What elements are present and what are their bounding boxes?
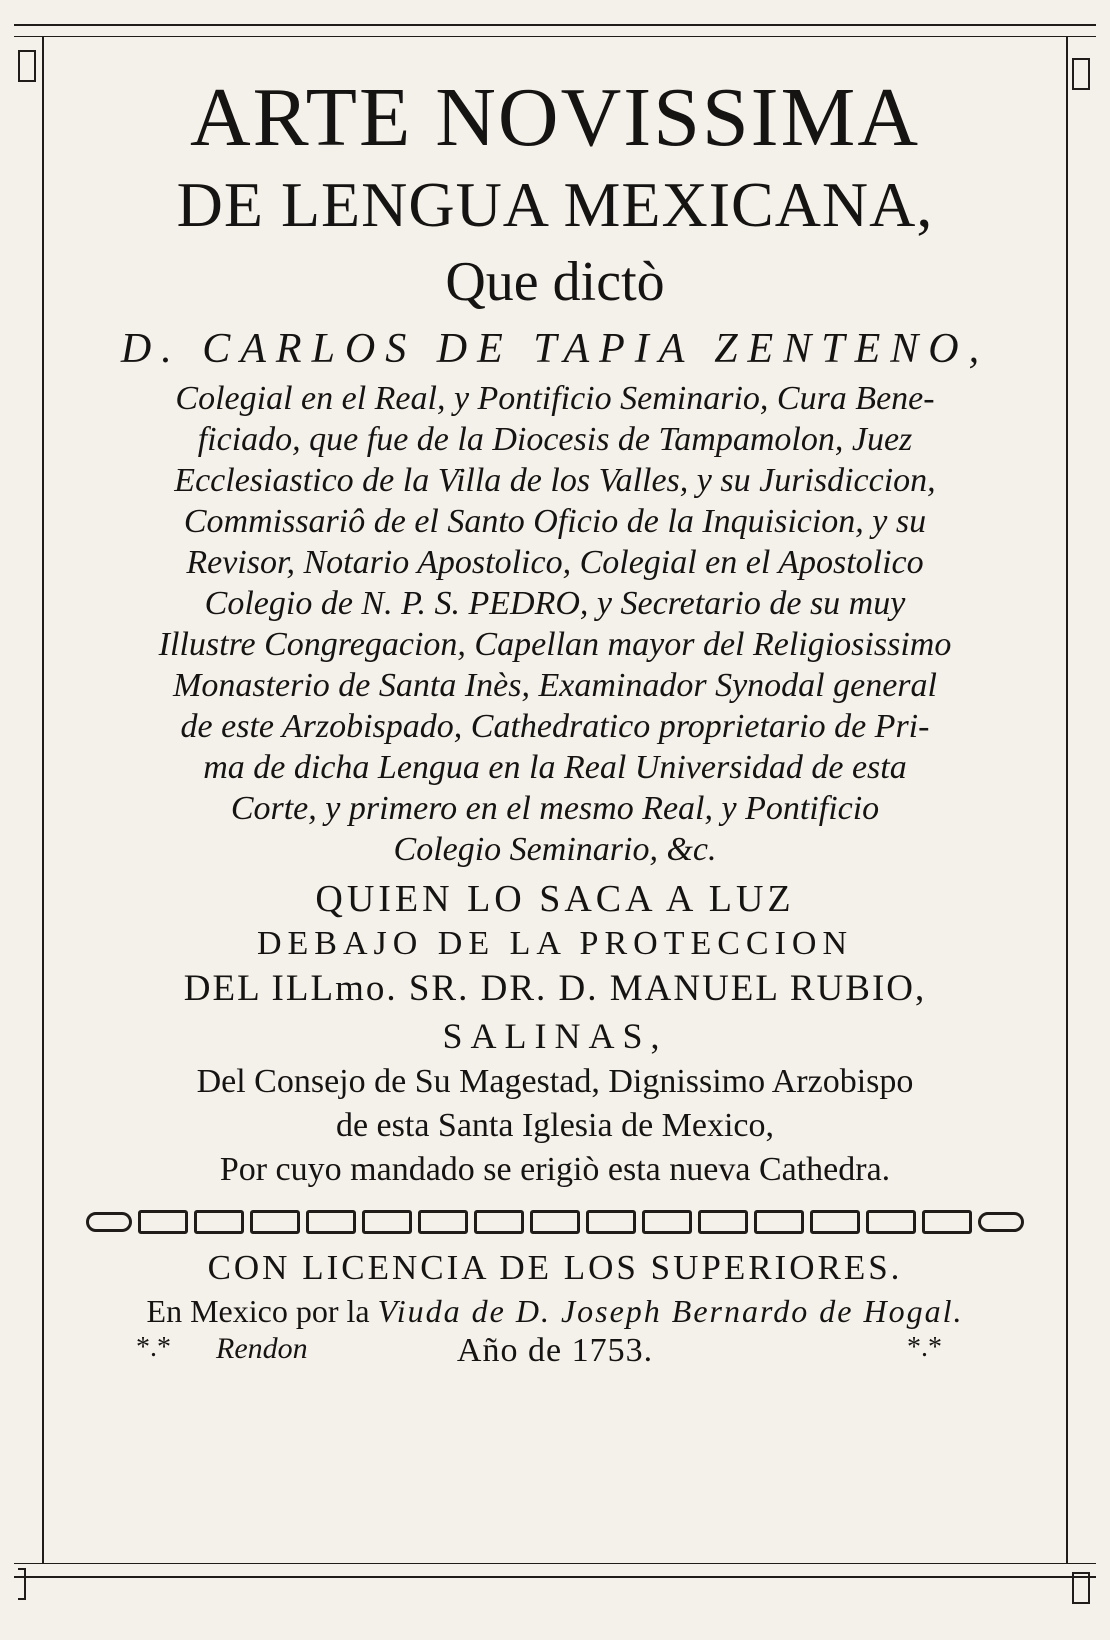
- left-border: [42, 36, 44, 1564]
- author-name: D. CARLOS DE TAPIA ZENTENO,: [120, 326, 990, 372]
- patron-line-5: Del Consejo de Su Magestad, Dignissimo Arzobispo: [196, 1063, 914, 1100]
- description-line: Colegial en el Real, y Pontificio Seminario, Cura Bene-: [175, 380, 935, 417]
- top-rule-inner: [14, 36, 1096, 37]
- description-line: Colegio Seminario, &c.: [393, 831, 717, 868]
- description-line: Revisor, Notario Apostolico, Colegial en el Apostolico: [186, 544, 924, 581]
- top-rule: [14, 24, 1096, 26]
- publication-year: Año de 1753.: [456, 1332, 654, 1369]
- title-line-2: DE LENGUA MEXICANA,: [176, 169, 934, 240]
- description-line: ma de dicha Lengua en la Real Universidad de esta: [203, 749, 907, 786]
- corner-bracket-bottom-left: [18, 1568, 26, 1600]
- imprint-prefix: En Mexico por la: [146, 1293, 370, 1329]
- title-line-1: ARTE NOVISSIMA: [190, 71, 920, 164]
- description-line: Monasterio de Santa Inès, Examinador Synodal general: [173, 667, 937, 704]
- description-line: de este Arzobispado, Cathedratico proprietario de Pri-: [180, 708, 930, 745]
- patron-line-4: SALINAS,: [442, 1016, 668, 1056]
- patron-line-2: DEBAJO DE LA PROTECCION: [256, 925, 854, 962]
- author-description: [48, 378, 1062, 870]
- ornamental-chain-rule: [48, 1206, 1062, 1238]
- description-line: ficiado, que fue de la Diocesis de Tampamolon, Juez: [197, 421, 913, 458]
- corner-bracket-bottom-right: [1072, 1572, 1090, 1604]
- description-line: Corte, y primero en el mesmo Real, y Pontificio: [230, 790, 880, 827]
- imprint-line: [48, 1290, 1062, 1332]
- patron-line-1: QUIEN LO SACA A LUZ: [315, 878, 795, 920]
- description-line: Illustre Congregacion, Capellan mayor del Religiosissimo: [158, 626, 952, 663]
- title-line-3: Que dictò: [445, 251, 665, 313]
- license-line: CON LICENCIA DE LOS SUPERIORES.: [207, 1248, 903, 1287]
- handwritten-signature: Rendon: [216, 1332, 308, 1365]
- right-border: [1066, 36, 1068, 1564]
- ornament-stars-left: *.*: [136, 1332, 171, 1363]
- bottom-rule-inner: [14, 1563, 1096, 1564]
- date-row: [48, 1332, 1062, 1380]
- description-line: Commissariô de el Santo Oficio de la Inquisicion, y su: [183, 503, 927, 540]
- imprint-printer: Viuda de D. Joseph Bernardo de Hogal.: [377, 1293, 964, 1329]
- patron-line-7: Por cuyo mandado se erigiò esta nueva Cathedra.: [219, 1151, 891, 1188]
- corner-bracket-top-right: [1072, 58, 1090, 90]
- description-line: Colegio de N. P. S. PEDRO, y Secretario de su muy: [204, 585, 906, 622]
- patron-line-6: de esta Santa Iglesia de Mexico,: [335, 1107, 775, 1144]
- ornament-stars-right: *.*: [907, 1332, 942, 1363]
- title-page: [48, 70, 1062, 1380]
- description-line: Ecclesiastico de la Villa de los Valles, y su Jurisdiccion,: [174, 462, 936, 499]
- corner-bracket-top-left: [18, 50, 36, 82]
- patron-line-3: DEL ILLmo. SR. DR. D. MANUEL RUBIO,: [183, 968, 927, 1009]
- bottom-rule: [14, 1576, 1096, 1578]
